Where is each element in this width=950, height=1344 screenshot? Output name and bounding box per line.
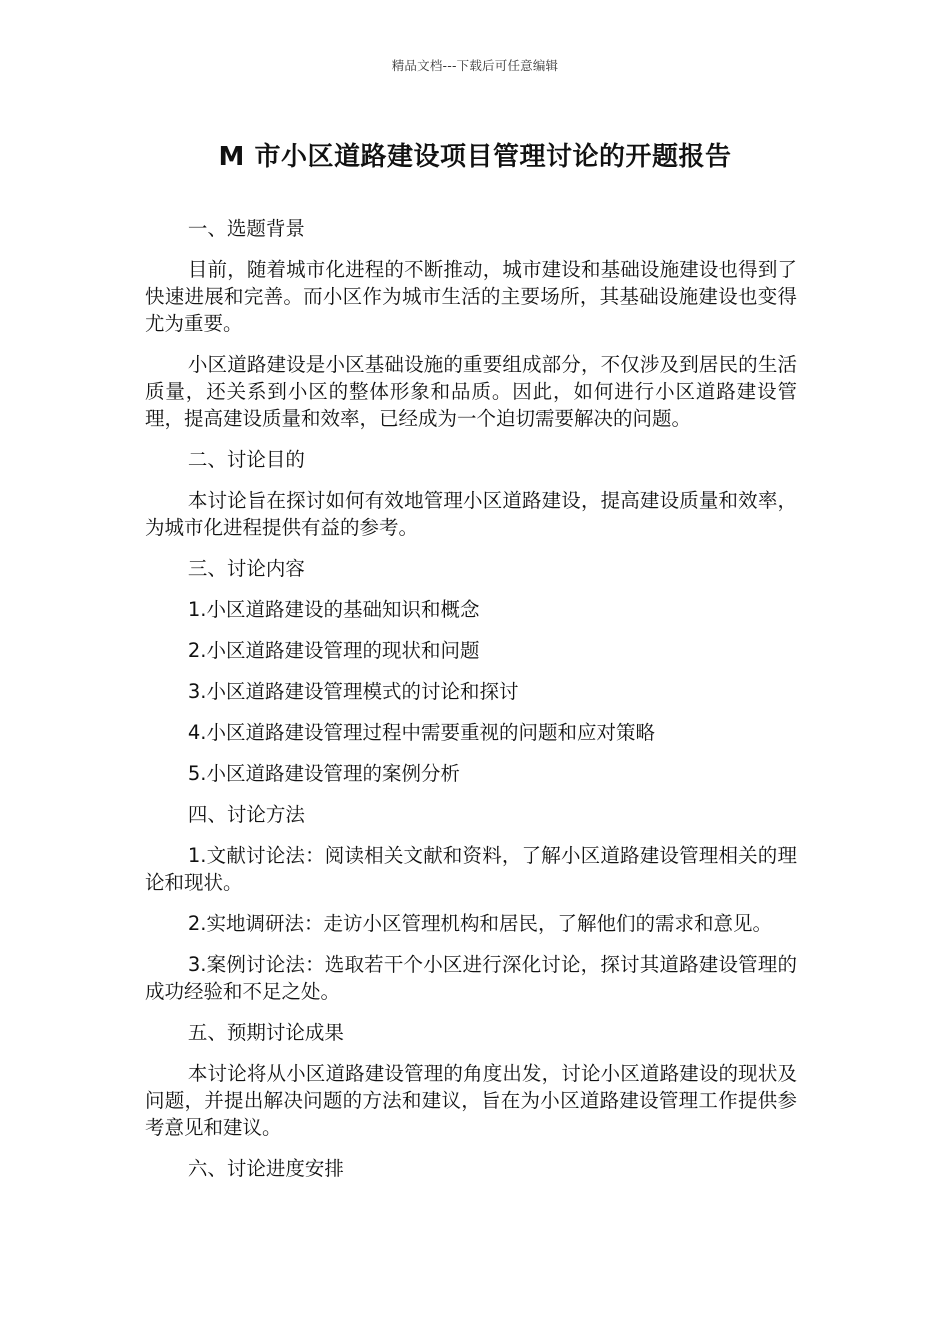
list-item: 1.小区道路建设的基础知识和概念: [187, 598, 480, 621]
list-item: 2.实地调研法：走访小区管理机构和居民，了解他们的需求和意见。: [187, 912, 772, 935]
paragraph: 本讨论旨在探讨如何有效地管理小区道路建设，提高建设质量和效率，为城市化进程提供有益的参考。: [145, 489, 797, 539]
section-heading-content: 三、讨论内容: [187, 557, 305, 580]
list-item: 1.文献讨论法：阅读相关文献和资料，了解小区道路建设管理相关的理论和现状。: [145, 844, 797, 894]
paragraph: 小区道路建设是小区基础设施的重要组成部分，不仅涉及到居民的生活质量，还关系到小区的整体形象和品质。因此，如何进行小区道路建设管理，提高建设质量和效率，已经成为一个迫切需要解决的问题。: [145, 353, 797, 430]
list-item: 5.小区道路建设管理的案例分析: [187, 762, 460, 785]
document-title: M 市小区道路建设项目管理讨论的开题报告: [218, 142, 732, 172]
paragraph: 目前，随着城市化进程的不断推动，城市建设和基础设施建设也得到了快速进展和完善。而小区作为城市生活的主要场所，其基础设施建设也变得尤为重要。: [145, 258, 797, 335]
list-item: 2.小区道路建设管理的现状和问题: [187, 639, 480, 662]
section-heading-background: 一、选题背景: [187, 217, 305, 240]
section-heading-purpose: 二、讨论目的: [187, 448, 305, 471]
header-note: 精品文档---下载后可任意编辑: [391, 58, 559, 73]
document-body: [145, 215, 797, 1196]
section-heading-methods: 四、讨论方法: [187, 803, 305, 826]
list-item: 3.小区道路建设管理模式的讨论和探讨: [187, 680, 519, 703]
section-heading-outcomes: 五、预期讨论成果: [187, 1021, 344, 1044]
paragraph: 本讨论将从小区道路建设管理的角度出发，讨论小区道路建设的现状及问题，并提出解决问题的方法和建议，旨在为小区道路建设管理工作提供参考意见和建议。: [145, 1062, 797, 1139]
section-heading-schedule: 六、讨论进度安排: [187, 1157, 344, 1180]
list-item: 4.小区道路建设管理过程中需要重视的问题和应对策略: [187, 721, 655, 744]
list-item: 3.案例讨论法：选取若干个小区进行深化讨论，探讨其道路建设管理的成功经验和不足之处。: [145, 953, 797, 1003]
